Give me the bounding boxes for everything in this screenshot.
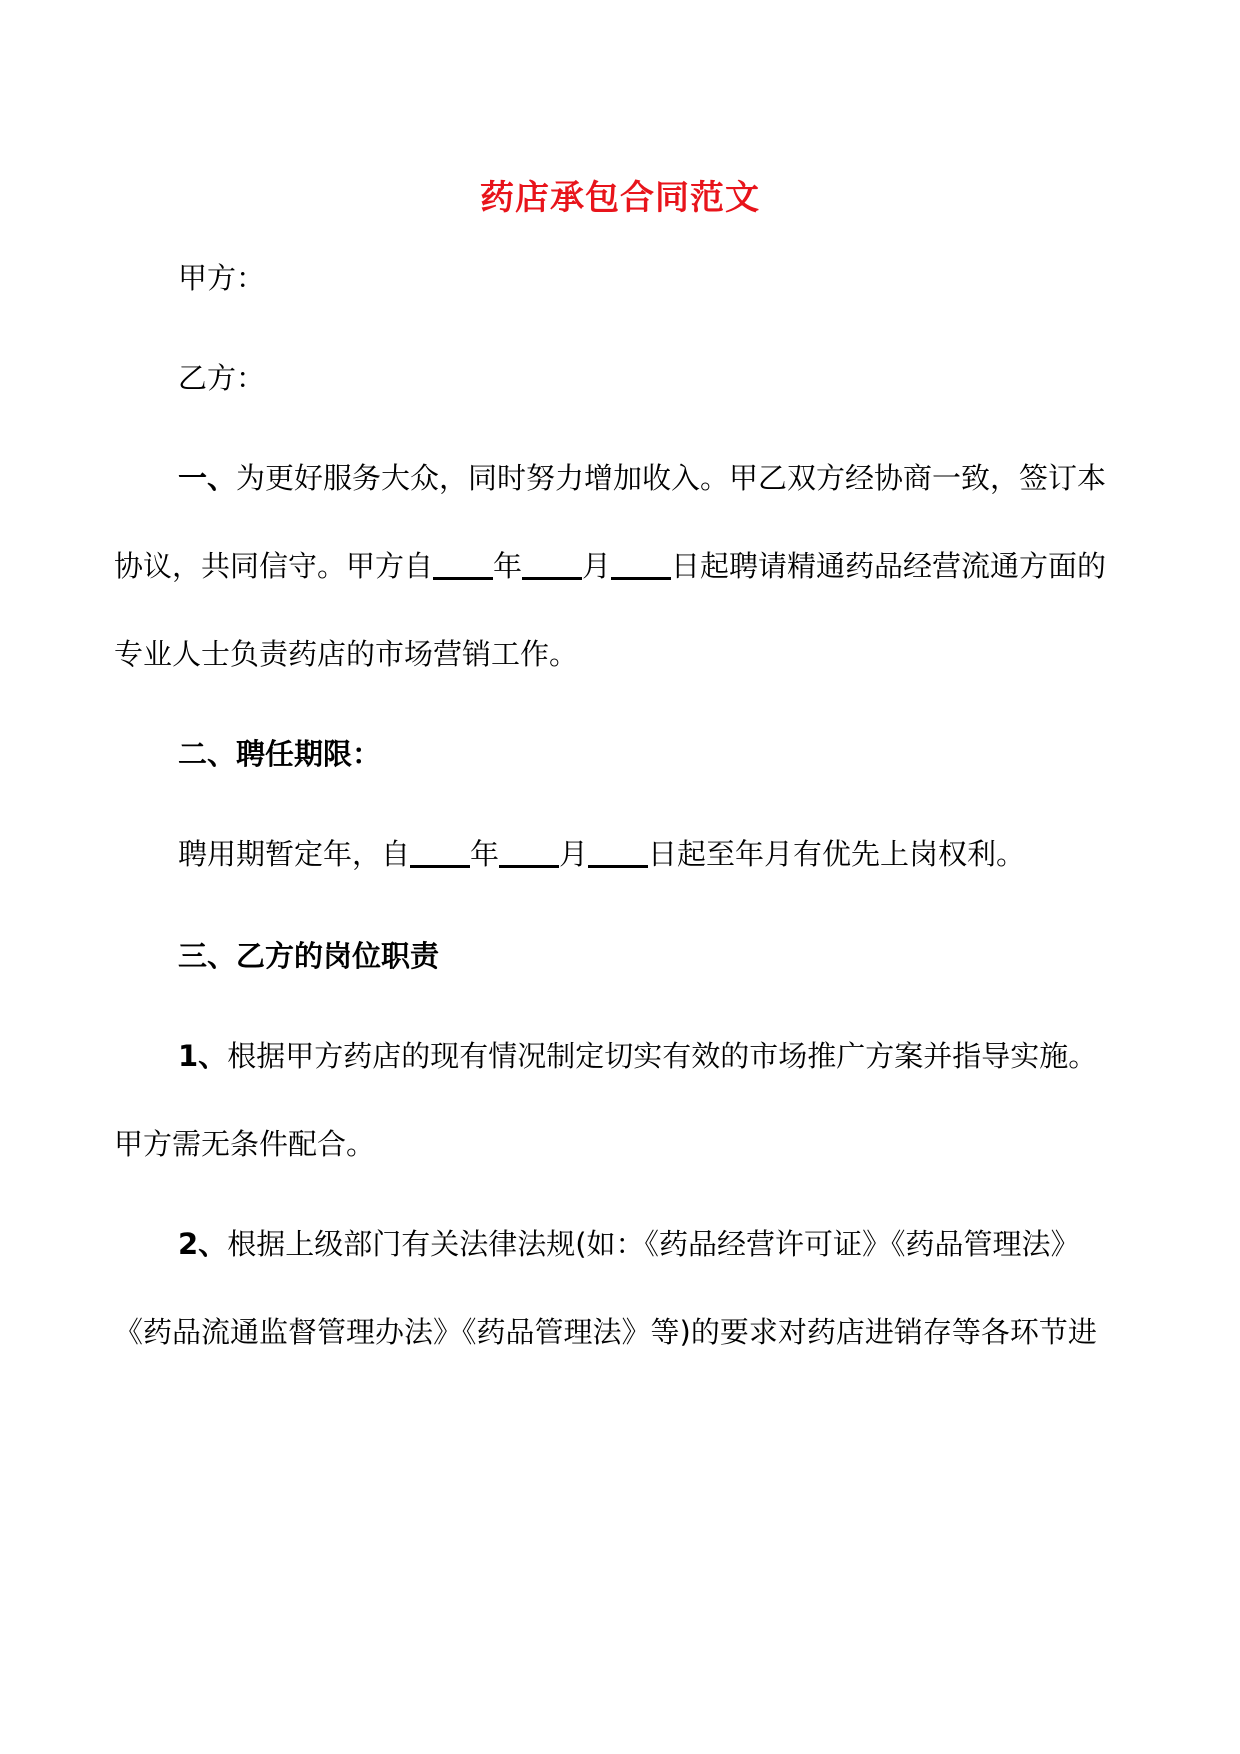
party-a-label: 甲方： [178,261,266,295]
term-year-blank [410,835,470,868]
term-day-blank [588,835,648,868]
section-1-line-3: 专业人士负责药店的市场营销工作。 [114,637,579,671]
year-label: 年 [493,549,523,583]
year-blank [433,547,493,580]
item-2-line-1 [178,1224,1198,1264]
section-1-text-2a: 协议，共同信守。甲方自 [114,549,434,583]
item-1-line-2: 甲方需无条件配合。 [114,1127,376,1161]
section-1-line-2 [114,546,1134,586]
section-1-text-1: 为更好服务大众，同时努力增加收入。甲乙双方经协商一致，签订本 [236,461,1107,495]
term-month-blank [499,835,559,868]
section-2-heading: 二、聘任期限： [178,737,382,771]
item-2-number: 2、 [178,1227,228,1261]
item-2-text-1: 根据上级部门有关法律法规(如：《药品经营许可证》《药品管理法》 [227,1227,1080,1261]
item-1-line-1 [178,1036,1198,1076]
party-b-label: 乙方： [178,361,266,395]
section-1-text-2d: 日起聘请精通药品经营流通方面的 [671,549,1107,583]
month-label: 月 [582,549,612,583]
day-blank [611,547,671,580]
item-1-number: 1、 [178,1039,228,1073]
section-1-line-1 [178,458,1198,498]
section-2-paragraph [178,834,1198,874]
section-2-text-d: 日起至年月有优先上岗权利。 [648,837,1026,871]
term-year-label: 年 [470,837,500,871]
month-blank [522,547,582,580]
term-month-label: 月 [559,837,589,871]
section-2-text-a: 聘用期暂定年，自 [178,837,411,871]
item-1-text-1: 根据甲方药店的现有情况制定切实有效的市场推广方案并指导实施。 [227,1039,1098,1073]
section-3-heading: 三、乙方的岗位职责 [178,939,440,973]
section-1-number: 一、 [178,461,237,495]
document-title: 药店承包合同范文 [480,178,760,218]
item-2-line-2: 《药品流通监督管理办法》《药品管理法》等)的要求对药店进销存等各环节进 [114,1315,1097,1349]
